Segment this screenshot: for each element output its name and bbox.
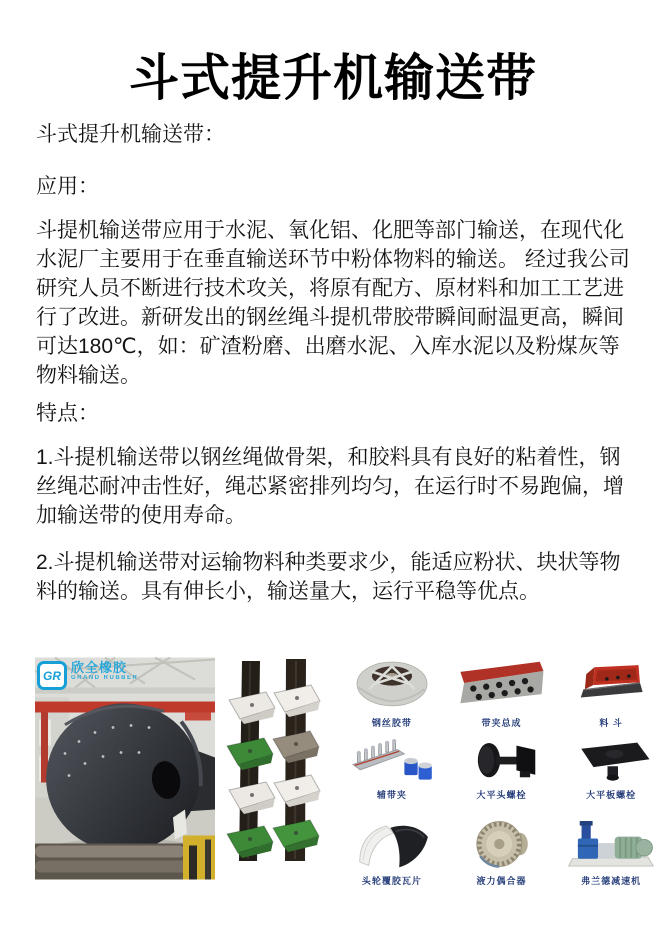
brand-logo [37,661,138,690]
bucket-belt-image [226,655,336,867]
flat-head-bolt-image [461,737,541,785]
intro-line: 斗式提升机输送带： [36,123,225,146]
application-heading: 应用： [36,175,99,198]
product-grid [337,650,666,902]
flender-reducer-image [565,818,657,870]
logo-gr-monogram-icon: GR [37,661,67,690]
application-paragraph: 斗提机输送带应用于水泥、氧化铝、化肥等部门输送，在现代化水泥厂主要用于在垂直输送环节中粉体物料的输送。 经过我公司研究人员不断进行技术攻关，将原有配方、原材料和加工工艺进行了改进。新研发出的钢丝绳斗提机带胶带瞬间耐温更高，瞬间可达180℃，如：矿渣粉磨、出磨水泥、入库水泥以及粉煤灰等物料输送。 [36,219,630,387]
product-item-flat-plate-bolt [556,736,666,810]
product-item-fluid-coupling [447,810,557,902]
flat-plate-bolt-image [569,738,653,784]
feature-1-paragraph: 1.斗提机输送带以钢丝绳做骨架，和胶料具有良好的粘着性，钢丝绳芯耐冲击性好，绳芯紧密排列均匀，在运行时不易跑偏，增加输送带的使用寿命。 [36,446,624,527]
hopper-image [578,655,644,711]
aux-belt-clamp-image [346,738,438,784]
pulley-lagging-tiles-image [349,818,435,870]
product-label: 料 斗 [599,718,623,728]
product-item-flender-reducer [556,810,666,902]
product-label: 液力偶合器 [476,876,527,886]
feature-2-paragraph: 2.斗提机输送带对运输物料种类要求少，能适应粉状、块状等物料的输送。具有伸长小，输送量大，运行平稳等优点。 [36,551,621,603]
product-item-steel-cord-belt [337,650,447,736]
product-label: 辅带夹 [376,790,407,800]
product-label: 钢丝胶带 [371,718,412,728]
product-item-aux-belt-clamp [337,736,447,810]
product-item-hopper [556,650,666,736]
product-label: 带夹总成 [481,718,522,728]
features-heading: 特点： [36,402,99,425]
product-label: 大平头螺栓 [476,790,527,800]
product-item-pulley-lagging-tiles [337,810,447,902]
product-label: 弗兰德减速机 [581,876,642,886]
page-title: 斗式提升机输送带 [129,49,537,106]
logo-name-cn: 欣全橡胶 [71,660,128,675]
bucket-belt-photo [226,655,336,867]
factory-belt-roll-image [35,657,215,880]
logo-name-en: GRAND RUBBER [71,675,139,681]
fluid-coupling-image [463,818,539,870]
belt-clamp-assembly-image [453,656,549,710]
product-item-flat-head-bolt [447,736,557,810]
steel-cord-belt-image [350,655,434,711]
product-label: 头轮覆胶瓦片 [361,876,422,886]
belt-roll-photo [35,657,215,880]
product-label: 大平板螺栓 [586,790,637,800]
product-item-belt-clamp-assembly [447,650,557,736]
